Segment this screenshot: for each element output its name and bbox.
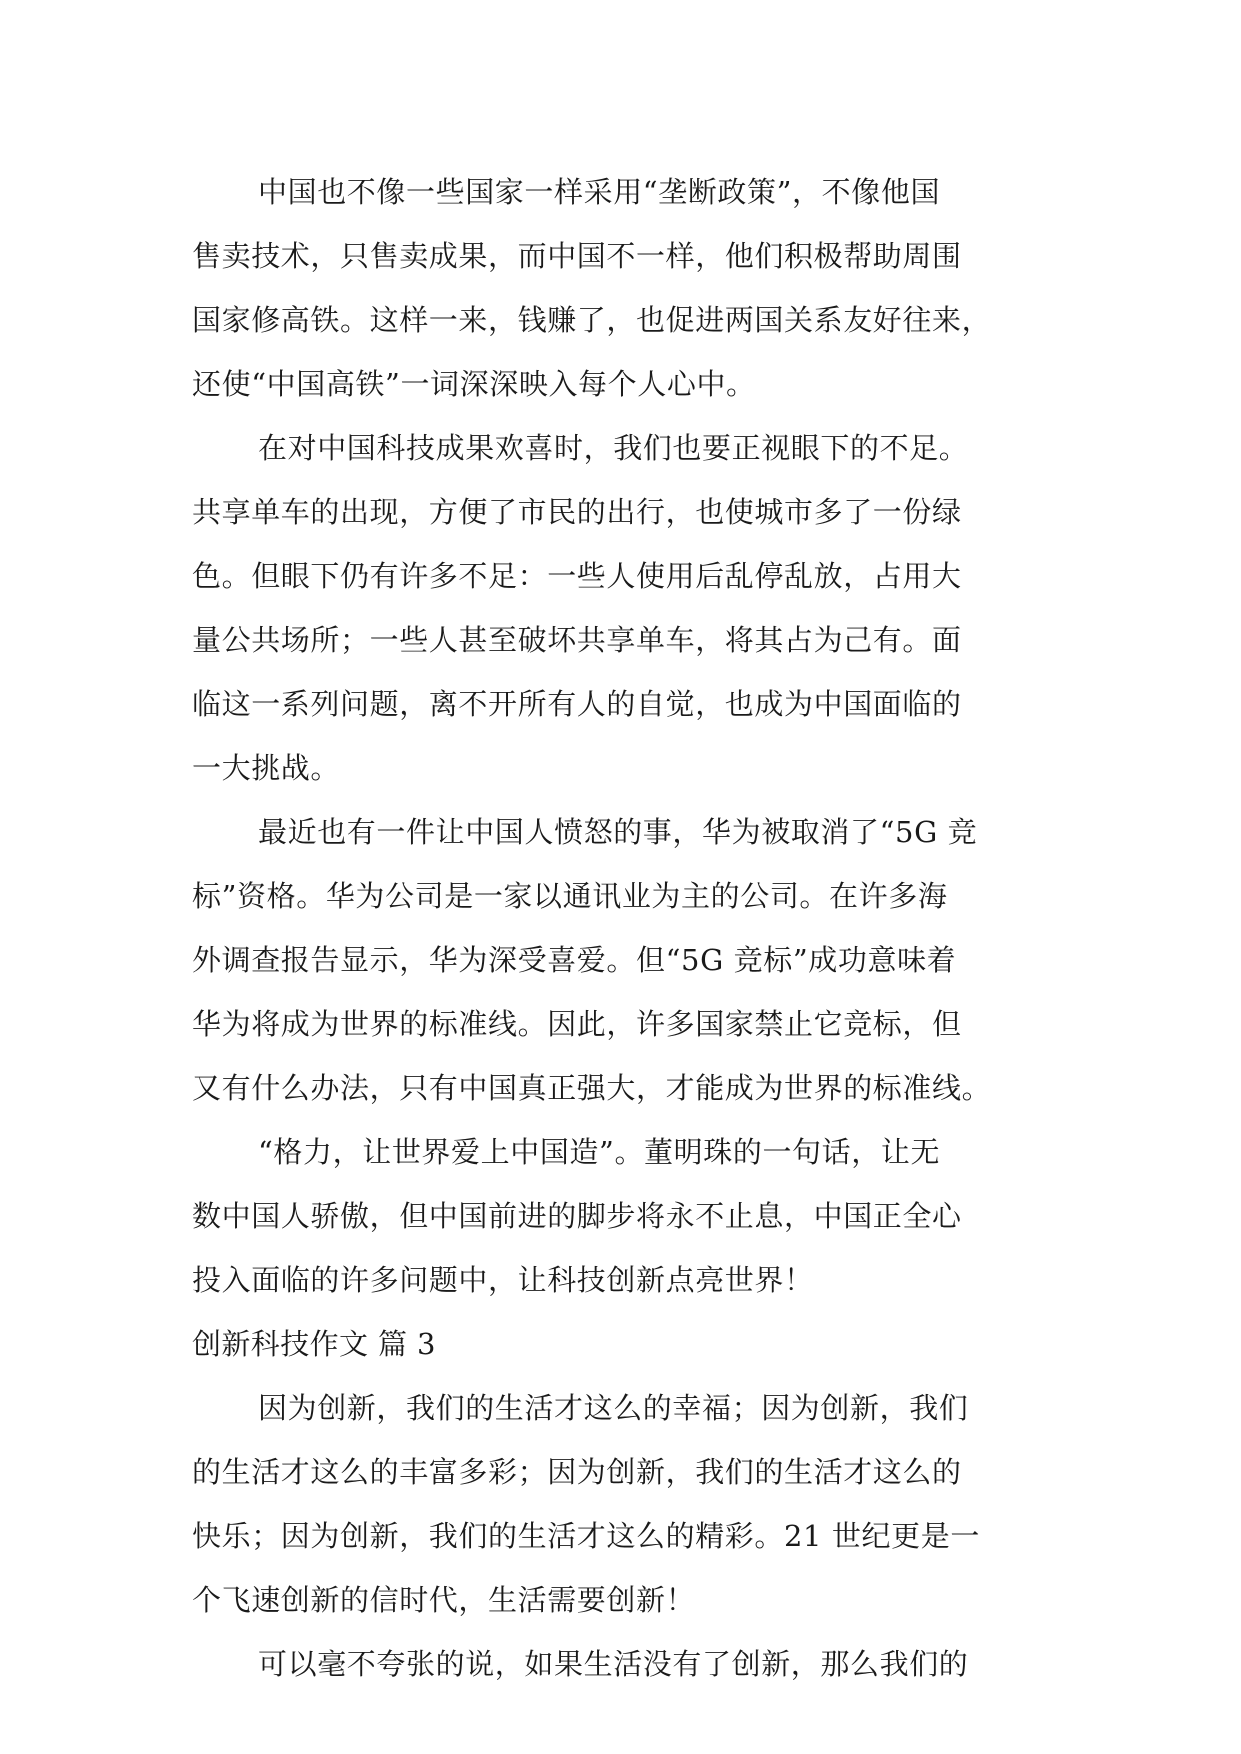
text-line: “格力，让世界爱上中国造”。董明珠的一句话，让无 bbox=[258, 1135, 941, 1169]
text-line: 因为创新，我们的生活才这么的幸福；因为创新，我们 bbox=[258, 1391, 969, 1425]
text-line: 数中国人骄傲，但中国前进的脚步将永不止息，中国正全心 bbox=[192, 1199, 962, 1233]
document-body bbox=[192, 160, 1054, 1696]
text-line: 量公共场所；一些人甚至破坏共享单车，将其占为己有。面 bbox=[192, 623, 962, 657]
section-heading: 创新科技作文 篇 3 bbox=[192, 1327, 436, 1361]
text-line: 共享单车的出现，方便了市民的出行，也使城市多了一份绿 bbox=[192, 495, 962, 529]
text-line: 中国也不像一些国家一样采用“垄断政策”，不像他国 bbox=[258, 175, 941, 209]
text-line: 最近也有一件让中国人愤怒的事，华为被取消了“5G 竞 bbox=[258, 815, 978, 849]
text-line: 外调查报告显示，华为深受喜爱。但“5G 竞标”成功意味着 bbox=[192, 943, 957, 977]
text-line: 投入面临的许多问题中，让科技创新点亮世界！ bbox=[192, 1263, 814, 1297]
text-line: 售卖技术，只售卖成果，而中国不一样，他们积极帮助周围 bbox=[192, 239, 962, 273]
text-line: 临这一系列问题，离不开所有人的自觉，也成为中国面临的 bbox=[192, 687, 962, 721]
text-line: 在对中国科技成果欢喜时，我们也要正视眼下的不足。 bbox=[258, 431, 969, 465]
text-line: 可以毫不夸张的说，如果生活没有了创新，那么我们的 bbox=[258, 1647, 969, 1681]
text-line: 还使“中国高铁”一词深深映入每个人心中。 bbox=[192, 367, 756, 401]
paragraph-1 bbox=[192, 160, 1054, 416]
text-line: 标”资格。华为公司是一家以通讯业为主的公司。在许多海 bbox=[192, 879, 948, 913]
text-line: 一大挑战。 bbox=[192, 751, 341, 785]
text-line: 个飞速创新的信时代，生活需要创新！ bbox=[192, 1583, 696, 1617]
text-line: 色。但眼下仍有许多不足：一些人使用后乱停乱放，占用大 bbox=[192, 559, 962, 593]
paragraph-5 bbox=[192, 1376, 1054, 1632]
paragraph-2 bbox=[192, 416, 1054, 800]
paragraph-4 bbox=[192, 1120, 1054, 1312]
paragraph-3 bbox=[192, 800, 1054, 1120]
text-line: 华为将成为世界的标准线。因此，许多国家禁止它竞标，但 bbox=[192, 1007, 962, 1041]
paragraph-6 bbox=[192, 1632, 1054, 1696]
text-line: 快乐；因为创新，我们的生活才这么的精彩。21 世纪更是一 bbox=[192, 1519, 980, 1553]
text-line: 又有什么办法，只有中国真正强大，才能成为世界的标准线。 bbox=[192, 1071, 992, 1105]
text-line: 的生活才这么的丰富多彩；因为创新，我们的生活才这么的 bbox=[192, 1455, 962, 1489]
text-line: 国家修高铁。这样一来，钱赚了，也促进两国关系友好往来， bbox=[192, 303, 992, 337]
